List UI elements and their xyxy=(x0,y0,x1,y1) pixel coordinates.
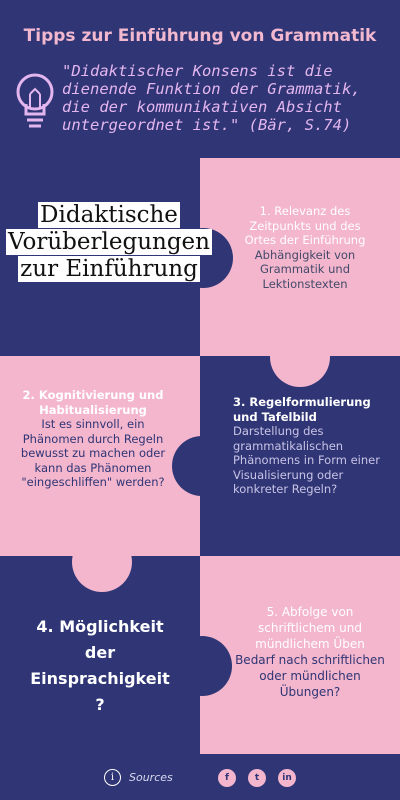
tip-3-body: Darstellung des grammatikalischen Phänomens in Form einer Visualisierung oder konkreter Regeln? xyxy=(233,424,380,496)
tip-1-title: 1. Relevanz des Zeitpunkts und des Ortes der Einführung xyxy=(244,204,366,247)
tip-5-title: 5. Abfolge von schriftlichem und mündlichem Üben xyxy=(255,605,365,651)
section-heading xyxy=(4,202,214,283)
info-icon: i xyxy=(104,769,121,786)
puzzle-knob xyxy=(172,636,232,696)
tip-5-body: Bedarf nach schriftlichen oder mündlichen Übungen? xyxy=(235,653,385,699)
puzzle-knob xyxy=(270,327,330,387)
social-links xyxy=(218,769,296,787)
tip-2-title: 2. Kognitivierung und Habitualisierung xyxy=(22,388,164,417)
twitter-icon[interactable]: t xyxy=(248,769,266,787)
page-title: Tipps zur Einführung von Grammatik xyxy=(23,26,377,46)
heading-line: Didaktische xyxy=(40,202,178,228)
facebook-icon[interactable]: f xyxy=(218,769,236,787)
puzzle-knob xyxy=(172,436,232,496)
sources-link[interactable] xyxy=(104,769,173,786)
heading-line: zur Einführung xyxy=(20,256,198,282)
tip-4 xyxy=(25,614,175,718)
lightbulb-icon xyxy=(12,72,58,132)
intro-quote: "Didaktischer Konsens ist die dienende Funktion der Grammatik, die der kommunikativen Absicht untergeordnet ist." (Bär, S.74) xyxy=(62,62,361,134)
tip-5 xyxy=(230,604,390,700)
tip-2 xyxy=(18,388,168,490)
tip-4-title: 4. Möglichkeit der Einsprachigkeit ? xyxy=(30,617,170,714)
puzzle-knob xyxy=(72,532,132,592)
tip-1 xyxy=(236,204,374,291)
linkedin-icon[interactable]: in xyxy=(278,769,296,787)
heading-line: Vorüberlegungen xyxy=(8,229,210,255)
tip-3 xyxy=(233,395,383,497)
sources-label: Sources xyxy=(129,771,173,784)
tip-1-body: Abhängigkeit von Grammatik und Lektionstexten xyxy=(254,247,356,291)
tip-2-body: Ist es sinnvoll, ein Phänomen durch Regeln bewusst zu machen oder kann das Phänomen "eingeschliffen" werden? xyxy=(20,417,166,489)
tip-3-title: 3. Regelformulierung und Tafelbild xyxy=(233,395,371,424)
